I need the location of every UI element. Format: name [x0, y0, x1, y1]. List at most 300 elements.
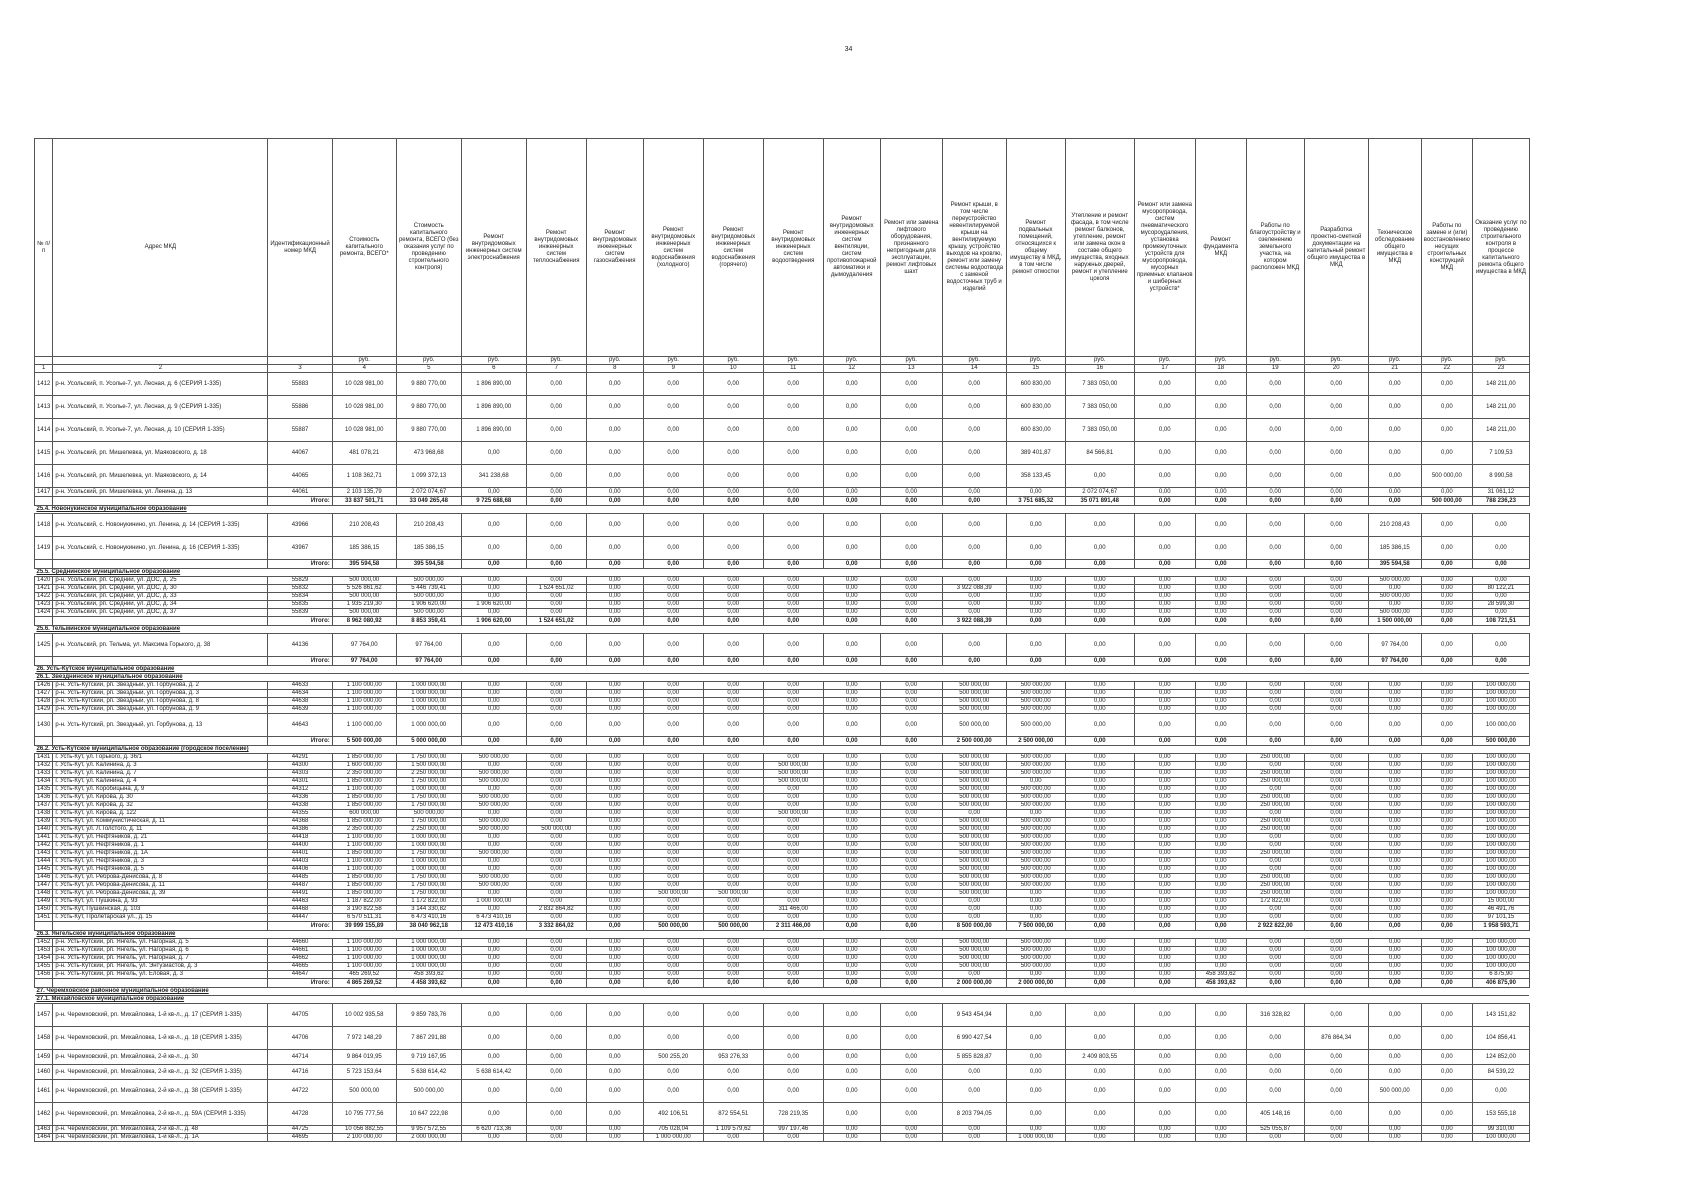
amount-cell: 0,00 — [880, 802, 942, 810]
amount-cell: 0,00 — [1368, 690, 1421, 698]
amount-cell: 1 100 000,00 — [332, 858, 396, 866]
amount-cell: 0,00 — [880, 609, 942, 617]
amount-cell: 0,00 — [1195, 778, 1246, 786]
amount-cell: 500 000,00 — [1421, 465, 1472, 488]
amount-cell: 0,00 — [823, 1027, 880, 1050]
amount-cell: 0,00 — [1368, 465, 1421, 488]
amount-cell: 0,00 — [823, 874, 880, 882]
amount-cell: 0,00 — [1368, 914, 1421, 922]
amount-cell: 100 000,00 — [1472, 963, 1529, 971]
amount-cell: 2 409 803,55 — [1065, 1050, 1134, 1065]
amount-cell: 1 750 000,00 — [396, 794, 461, 802]
amount-cell: 28 599,30 — [1472, 601, 1529, 609]
amount-cell: 210 208,43 — [332, 514, 396, 537]
amount-cell: 1 750 000,00 — [396, 882, 461, 890]
table-row — [35, 754, 1530, 762]
building-id: 44714 — [268, 1050, 332, 1065]
amount-cell: 0,00 — [1246, 762, 1304, 770]
amount-cell: 0,00 — [823, 1050, 880, 1065]
amount-cell: 148 211,00 — [1472, 396, 1529, 419]
amount-cell: 0,00 — [1421, 826, 1472, 834]
amount-cell: 0,00 — [703, 706, 763, 714]
amount-cell: 2 072 074,67 — [1065, 488, 1134, 497]
amount-cell: 0,00 — [823, 593, 880, 601]
section-title: 27.1. Михайловское муниципальное образование — [35, 996, 1530, 1004]
amount-cell: 5 723 153,64 — [332, 1065, 396, 1080]
amount-cell: 0,00 — [1065, 979, 1134, 988]
amount-cell: 0,00 — [643, 1065, 703, 1080]
amount-cell: 0,00 — [1006, 634, 1065, 657]
building-id: 44418 — [268, 834, 332, 842]
amount-cell: 0,00 — [1006, 617, 1065, 626]
amount-cell: 0,00 — [1304, 577, 1368, 585]
amount-cell: 0,00 — [1006, 810, 1065, 818]
amount-cell: 0,00 — [763, 1065, 823, 1080]
amount-cell: 0,00 — [1421, 874, 1472, 882]
section-header-row — [35, 626, 1530, 634]
amount-cell: 1 000 000,00 — [396, 786, 461, 794]
amount-cell: 0,00 — [823, 577, 880, 585]
amount-cell: 0,00 — [1065, 810, 1134, 818]
building-id: 44406 — [268, 866, 332, 874]
amount-cell: 0,00 — [643, 560, 703, 569]
amount-cell: 0,00 — [1368, 1065, 1421, 1080]
amount-cell: 0,00 — [1065, 890, 1134, 898]
amount-cell: 0,00 — [880, 698, 942, 706]
amount-cell: 1 100 000,00 — [332, 955, 396, 963]
amount-cell: 100 000,00 — [1472, 786, 1529, 794]
amount-cell: 0,00 — [1006, 1065, 1065, 1080]
amount-cell: 0,00 — [1195, 826, 1246, 834]
amount-cell: 3 922 088,39 — [942, 617, 1006, 626]
amount-cell: 0,00 — [1368, 850, 1421, 858]
address-cell: г. Усть-Кут, ул. Пушкина, д. 93 — [53, 898, 268, 906]
amount-cell: 0,00 — [1246, 537, 1304, 560]
amount-cell: 0,00 — [586, 834, 643, 842]
amount-cell: 0,00 — [526, 955, 586, 963]
amount-cell: 0,00 — [1195, 617, 1246, 626]
amount-cell: 0,00 — [1472, 537, 1529, 560]
amount-cell: 0,00 — [1006, 898, 1065, 906]
amount-cell: 0,00 — [703, 737, 763, 746]
amount-cell: 0,00 — [1368, 826, 1421, 834]
building-id: 44633 — [268, 682, 332, 690]
building-id: 44638 — [268, 698, 332, 706]
table-row — [35, 1103, 1530, 1126]
amount-cell: 500 000,00 — [942, 874, 1006, 882]
amount-cell: 500 000,00 — [396, 577, 461, 585]
amount-cell: 0,00 — [526, 1050, 586, 1065]
address-cell: г. Усть-Кут, ул. Нефтяников, д. 3 — [53, 858, 268, 866]
amount-cell: 7 972 148,29 — [332, 1027, 396, 1050]
amount-cell: 0,00 — [643, 706, 703, 714]
amount-cell: 0,00 — [586, 617, 643, 626]
amount-cell: 1 000 000,00 — [396, 698, 461, 706]
amount-cell: 0,00 — [461, 842, 526, 850]
amount-cell: 0,00 — [880, 794, 942, 802]
amount-cell: 0,00 — [703, 818, 763, 826]
amount-cell: 4 458 393,62 — [396, 979, 461, 988]
amount-cell: 0,00 — [526, 396, 586, 419]
amount-cell: 9 957 572,55 — [396, 1126, 461, 1134]
amount-cell: 2 000 000,00 — [396, 1134, 461, 1142]
amount-cell: 0,00 — [1246, 858, 1304, 866]
amount-cell: 0,00 — [586, 778, 643, 786]
amount-cell: 1 108 362,71 — [332, 465, 396, 488]
amount-cell: 2 250 000,00 — [396, 770, 461, 778]
address-cell: г. Усть-Кут, ул. Л.Толстого, д. 11 — [53, 826, 268, 834]
amount-cell: 0,00 — [586, 802, 643, 810]
amount-cell: 0,00 — [1134, 1065, 1195, 1080]
amount-cell: 0,00 — [823, 714, 880, 737]
amount-cell: 10 028 981,00 — [332, 396, 396, 419]
row-number: 1432 — [35, 762, 53, 770]
amount-cell: 0,00 — [461, 706, 526, 714]
amount-cell: 0,00 — [703, 826, 763, 834]
table-row — [35, 690, 1530, 698]
amount-cell: 600 830,00 — [1006, 419, 1065, 442]
amount-cell: 0,00 — [643, 882, 703, 890]
amount-cell: 9 880 770,00 — [396, 396, 461, 419]
amount-cell: 500 000,00 — [461, 874, 526, 882]
amount-cell: 0,00 — [1472, 1080, 1529, 1103]
amount-cell: 500 000,00 — [942, 786, 1006, 794]
amount-cell: 1 896 890,00 — [461, 396, 526, 419]
amount-cell: 0,00 — [823, 601, 880, 609]
amount-cell: 250 000,00 — [1246, 882, 1304, 890]
amount-cell: 0,00 — [1246, 657, 1304, 666]
amount-cell: 500 000,00 — [1006, 706, 1065, 714]
amount-cell: 1 100 000,00 — [332, 714, 396, 737]
amount-cell: 0,00 — [1304, 850, 1368, 858]
amount-cell: 0,00 — [942, 593, 1006, 601]
amount-cell: 0,00 — [763, 834, 823, 842]
amount-cell: 97 764,00 — [1368, 657, 1421, 666]
amount-cell: 100 000,00 — [1472, 939, 1529, 947]
unit-header — [35, 357, 1530, 365]
amount-cell: 0,00 — [1134, 794, 1195, 802]
column-header-cell: Ремонт внутридомовых инженерных систем газоснабжения — [586, 139, 643, 357]
amount-cell: 0,00 — [1246, 914, 1304, 922]
total-row — [35, 617, 1530, 626]
amount-cell: 100 000,00 — [1472, 690, 1529, 698]
amount-cell: 0,00 — [1421, 1080, 1472, 1103]
amount-cell: 5 855 828,87 — [942, 1050, 1006, 1065]
amount-cell: 0,00 — [526, 882, 586, 890]
row-number: 1438 — [35, 810, 53, 818]
amount-cell: 0,00 — [880, 882, 942, 890]
amount-cell: 0,00 — [703, 754, 763, 762]
amount-cell: 0,00 — [763, 858, 823, 866]
row-number: 1460 — [35, 1065, 53, 1080]
amount-cell: 500 000,00 — [396, 609, 461, 617]
amount-cell: 0,00 — [763, 866, 823, 874]
amount-cell: 0,00 — [823, 537, 880, 560]
amount-cell: 100 000,00 — [1472, 955, 1529, 963]
amount-cell: 0,00 — [586, 714, 643, 737]
amount-cell: 0,00 — [1195, 762, 1246, 770]
amount-cell: 6 875,90 — [1472, 971, 1529, 979]
amount-cell: 0,00 — [1065, 601, 1134, 609]
amount-cell: 0,00 — [586, 706, 643, 714]
amount-cell: 1 850 000,00 — [332, 778, 396, 786]
amount-cell: 500 000,00 — [1006, 947, 1065, 955]
amount-cell: 0,00 — [763, 955, 823, 963]
amount-cell: 0,00 — [1134, 979, 1195, 988]
amount-cell: 1 000 000,00 — [396, 842, 461, 850]
address-cell: р-н. Черемховский, рп. Михайловка, 2-й кв-л., д. 30 — [53, 1050, 268, 1065]
total-row — [35, 560, 1530, 569]
amount-cell: 0,00 — [942, 373, 1006, 396]
amount-cell: 0,00 — [1304, 810, 1368, 818]
amount-cell: 2 832 864,82 — [526, 906, 586, 914]
amount-cell: 0,00 — [942, 419, 1006, 442]
amount-cell: 0,00 — [461, 971, 526, 979]
column-number-cell: 4 — [332, 365, 396, 373]
amount-cell: 500 000,00 — [1368, 593, 1421, 601]
amount-cell: 1 100 000,00 — [332, 939, 396, 947]
amount-cell: 0,00 — [703, 1004, 763, 1027]
amount-cell: 500 000,00 — [942, 762, 1006, 770]
amount-cell: 0,00 — [643, 963, 703, 971]
row-number — [35, 617, 53, 626]
amount-cell: 0,00 — [1065, 898, 1134, 906]
amount-cell: 0,00 — [1246, 1080, 1304, 1103]
amount-cell: 0,00 — [823, 488, 880, 497]
amount-cell: 100 000,00 — [1472, 866, 1529, 874]
amount-cell: 0,00 — [586, 601, 643, 609]
amount-cell: 0,00 — [526, 601, 586, 609]
amount-cell: 0,00 — [1006, 657, 1065, 666]
amount-cell: 0,00 — [763, 497, 823, 506]
amount-cell: 0,00 — [703, 577, 763, 585]
amount-cell: 1 000 000,00 — [396, 963, 461, 971]
amount-cell: 0,00 — [1195, 963, 1246, 971]
amount-cell: 0,00 — [703, 419, 763, 442]
amount-cell: 0,00 — [1006, 1027, 1065, 1050]
amount-cell: 0,00 — [823, 754, 880, 762]
amount-cell: 0,00 — [823, 698, 880, 706]
amount-cell: 0,00 — [703, 488, 763, 497]
amount-cell: 1 100 000,00 — [332, 698, 396, 706]
row-number: 1446 — [35, 874, 53, 882]
address-cell: р-н. Усть-Кутский, рп. Янгель, ул. Нагорная, д. 7 — [53, 955, 268, 963]
amount-cell: 0,00 — [643, 794, 703, 802]
amount-cell: 0,00 — [1304, 794, 1368, 802]
amount-cell: 0,00 — [1421, 488, 1472, 497]
amount-cell: 0,00 — [461, 682, 526, 690]
amount-cell: 0,00 — [763, 585, 823, 593]
amount-cell: 1 100 000,00 — [332, 842, 396, 850]
amount-cell: 0,00 — [643, 682, 703, 690]
amount-cell: 0,00 — [880, 1027, 942, 1050]
amount-cell: 5 000 000,00 — [396, 737, 461, 746]
amount-cell: 100 000,00 — [1472, 882, 1529, 890]
amount-cell: 0,00 — [1368, 682, 1421, 690]
amount-cell: 0,00 — [942, 396, 1006, 419]
amount-cell: 33 049 265,48 — [396, 497, 461, 506]
amount-cell: 500 000,00 — [1421, 497, 1472, 506]
amount-cell: 0,00 — [1195, 898, 1246, 906]
amount-cell: 0,00 — [823, 842, 880, 850]
amount-cell: 0,00 — [461, 947, 526, 955]
amount-cell: 0,00 — [1134, 1134, 1195, 1142]
amount-cell: 0,00 — [1065, 1065, 1134, 1080]
building-id: 44487 — [268, 882, 332, 890]
amount-cell: 0,00 — [1304, 947, 1368, 955]
amount-cell: 0,00 — [461, 514, 526, 537]
amount-cell: 1 100 000,00 — [332, 866, 396, 874]
amount-cell: 0,00 — [461, 593, 526, 601]
amount-cell: 148 211,00 — [1472, 419, 1529, 442]
amount-cell: 0,00 — [1134, 1050, 1195, 1065]
building-id: 43967 — [268, 537, 332, 560]
amount-cell: 0,00 — [586, 737, 643, 746]
amount-cell: 0,00 — [526, 754, 586, 762]
amount-cell: 0,00 — [586, 657, 643, 666]
amount-cell: 0,00 — [1246, 698, 1304, 706]
amount-cell: 0,00 — [1304, 419, 1368, 442]
amount-cell: 0,00 — [1134, 786, 1195, 794]
table-row — [35, 834, 1530, 842]
amount-cell: 0,00 — [526, 770, 586, 778]
amount-cell: 0,00 — [880, 465, 942, 488]
amount-cell: 0,00 — [942, 914, 1006, 922]
amount-cell: 0,00 — [643, 810, 703, 818]
amount-cell: 6 990 427,54 — [942, 1027, 1006, 1050]
amount-cell: 0,00 — [1368, 585, 1421, 593]
amount-cell: 0,00 — [1006, 1080, 1065, 1103]
row-number: 1418 — [35, 514, 53, 537]
column-number-cell: 22 — [1421, 365, 1472, 373]
amount-cell: 100 000,00 — [1472, 826, 1529, 834]
amount-cell: 0,00 — [763, 488, 823, 497]
amount-cell: 0,00 — [586, 682, 643, 690]
amount-cell: 0,00 — [1134, 682, 1195, 690]
address-cell: г. Усть-Кут, ул. Кирова, д. 122 — [53, 810, 268, 818]
amount-cell: 0,00 — [1246, 963, 1304, 971]
amount-cell: 0,00 — [586, 560, 643, 569]
amount-cell: 0,00 — [586, 577, 643, 585]
amount-cell: 0,00 — [942, 442, 1006, 465]
amount-cell: 1 850 000,00 — [332, 794, 396, 802]
amount-cell: 0,00 — [1472, 577, 1529, 585]
amount-cell: 0,00 — [1134, 906, 1195, 914]
unit-header-cell: руб. — [1006, 357, 1065, 365]
amount-cell: 0,00 — [643, 786, 703, 794]
unit-header-cell — [35, 357, 53, 365]
address-cell: р-н. Усольский, рп. Средний, ул. ДОС, д. 33 — [53, 593, 268, 601]
amount-cell: 500 000,00 — [1006, 762, 1065, 770]
amount-cell: 0,00 — [823, 1065, 880, 1080]
amount-cell: 2 500 000,00 — [1006, 737, 1065, 746]
amount-cell: 0,00 — [1134, 657, 1195, 666]
column-number-cell: 7 — [526, 365, 586, 373]
table-row — [35, 906, 1530, 914]
amount-cell: 0,00 — [586, 1027, 643, 1050]
address-cell — [53, 922, 268, 931]
amount-cell: 0,00 — [1304, 802, 1368, 810]
amount-cell: 80 122,21 — [1472, 585, 1529, 593]
amount-cell: 0,00 — [942, 1065, 1006, 1080]
amount-cell: 0,00 — [823, 858, 880, 866]
amount-cell: 0,00 — [1368, 963, 1421, 971]
amount-cell: 500 000,00 — [942, 802, 1006, 810]
amount-cell: 0,00 — [1304, 609, 1368, 617]
column-number-cell: 3 — [268, 365, 332, 373]
amount-cell: 500 000,00 — [703, 890, 763, 898]
amount-cell: 0,00 — [1304, 955, 1368, 963]
amount-cell: 0,00 — [1304, 396, 1368, 419]
amount-cell: 500 000,00 — [942, 866, 1006, 874]
address-cell: г. Усть-Кут, ул. Коммунистическая, д. 11 — [53, 818, 268, 826]
amount-cell: 500 000,00 — [1368, 609, 1421, 617]
amount-cell: 0,00 — [1195, 419, 1246, 442]
amount-cell: 84 539,22 — [1472, 1065, 1529, 1080]
row-number: 1428 — [35, 698, 53, 706]
amount-cell: 0,00 — [1304, 882, 1368, 890]
amount-cell: 0,00 — [1421, 609, 1472, 617]
address-cell: р-н. Усть-Кутский, рп. Звездный, ул. Горбунова, д. 2 — [53, 682, 268, 690]
column-number-cell: 12 — [823, 365, 880, 373]
amount-cell: 0,00 — [1006, 601, 1065, 609]
amount-cell: 0,00 — [880, 682, 942, 690]
unit-header-cell: руб. — [643, 357, 703, 365]
amount-cell: 0,00 — [643, 488, 703, 497]
amount-cell: 500 000,00 — [1006, 939, 1065, 947]
amount-cell: 0,00 — [1195, 714, 1246, 737]
amount-cell: 0,00 — [643, 979, 703, 988]
amount-cell: 9 543 454,94 — [942, 1004, 1006, 1027]
table-row — [35, 682, 1530, 690]
amount-cell: 0,00 — [526, 465, 586, 488]
amount-cell: 0,00 — [586, 442, 643, 465]
amount-cell: 0,00 — [1472, 593, 1529, 601]
amount-cell: 100 000,00 — [1472, 818, 1529, 826]
amount-cell: 458 393,62 — [1195, 971, 1246, 979]
amount-cell: 250 000,00 — [1246, 770, 1304, 778]
amount-cell: 0,00 — [526, 890, 586, 898]
address-cell: р-н. Усть-Кутский, рп. Звездный, ул. Горбунова, д. 9 — [53, 706, 268, 714]
address-cell: г. Усть-Кут, ул. Калинина, д. 3 — [53, 762, 268, 770]
column-number-cell: 17 — [1134, 365, 1195, 373]
amount-cell: 1 109 579,62 — [703, 1126, 763, 1134]
amount-cell: 0,00 — [1368, 488, 1421, 497]
amount-cell: 500 000,00 — [1006, 834, 1065, 842]
table-row — [35, 794, 1530, 802]
amount-cell: 0,00 — [763, 802, 823, 810]
address-cell: р-н. Черемховский, рп. Михайловка, 1-й кв-л., д. 17 (СЕРИЯ 1-335) — [53, 1004, 268, 1027]
amount-cell: 1 524 651,02 — [526, 617, 586, 626]
amount-cell: 500 000,00 — [461, 826, 526, 834]
amount-cell: 0,00 — [643, 754, 703, 762]
amount-cell: 1 850 000,00 — [332, 890, 396, 898]
amount-cell: 1 000 000,00 — [396, 947, 461, 955]
amount-cell: 0,00 — [643, 737, 703, 746]
amount-cell: 0,00 — [703, 601, 763, 609]
amount-cell: 0,00 — [880, 601, 942, 609]
amount-cell: 0,00 — [1421, 890, 1472, 898]
amount-cell: 0,00 — [643, 850, 703, 858]
table-row — [35, 818, 1530, 826]
amount-cell: 0,00 — [1195, 488, 1246, 497]
amount-cell: 0,00 — [526, 947, 586, 955]
amount-cell: 0,00 — [1368, 906, 1421, 914]
unit-header-cell: руб. — [880, 357, 942, 365]
amount-cell: 148 211,00 — [1472, 373, 1529, 396]
amount-cell: 0,00 — [880, 850, 942, 858]
amount-cell: 0,00 — [1304, 1050, 1368, 1065]
